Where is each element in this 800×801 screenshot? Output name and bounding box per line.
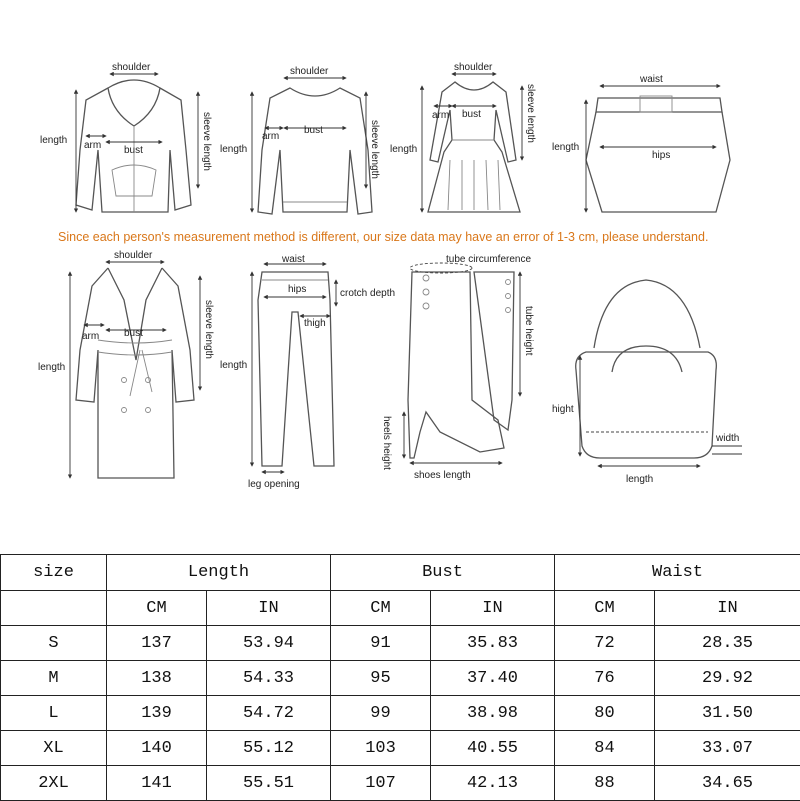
pants-thigh-label: thigh bbox=[304, 318, 326, 329]
table-row bbox=[1, 696, 800, 731]
unit-cell: IN bbox=[431, 591, 555, 626]
sweater-shoulder-label: shoulder bbox=[290, 66, 329, 77]
sweater-length-label: length bbox=[220, 144, 247, 155]
dress-illustration bbox=[390, 62, 536, 212]
value-cell: 72 bbox=[555, 626, 655, 661]
pants-illustration bbox=[220, 254, 395, 490]
coat-sleeve-label: sleeve length bbox=[203, 300, 214, 359]
value-cell: 55.12 bbox=[207, 731, 331, 766]
size-cell: M bbox=[1, 661, 107, 696]
value-cell: 138 bbox=[107, 661, 207, 696]
boot-tube-height-label: tube height bbox=[523, 306, 534, 356]
sweater-sleeve-label: sleeve length bbox=[369, 120, 380, 179]
value-cell: 141 bbox=[107, 766, 207, 801]
pants-crotch-label: crotch depth bbox=[340, 288, 395, 299]
table-row bbox=[1, 731, 800, 766]
unit-cell: CM bbox=[107, 591, 207, 626]
value-cell: 54.72 bbox=[207, 696, 331, 731]
pants-length-label: length bbox=[220, 360, 247, 371]
bag-hight-label: hight bbox=[552, 404, 574, 415]
boot-heels-height-label: heels height bbox=[381, 416, 392, 470]
value-cell: 88 bbox=[555, 766, 655, 801]
value-cell: 34.65 bbox=[655, 766, 800, 801]
value-cell: 139 bbox=[107, 696, 207, 731]
value-cell: 37.40 bbox=[431, 661, 555, 696]
value-cell: 54.33 bbox=[207, 661, 331, 696]
coat-length-label: length bbox=[38, 362, 65, 373]
value-cell: 55.51 bbox=[207, 766, 331, 801]
hoodie-arm-label: arm bbox=[84, 140, 101, 151]
boot-illustration bbox=[381, 254, 534, 481]
size-cell: L bbox=[1, 696, 107, 731]
sweater-bust-label: bust bbox=[304, 125, 323, 136]
coat-shoulder-label: shoulder bbox=[114, 250, 153, 261]
skirt-waist-label: waist bbox=[639, 74, 663, 85]
waist-header: Waist bbox=[555, 555, 800, 591]
pants-leg-opening-label: leg opening bbox=[248, 479, 300, 490]
unit-cell: IN bbox=[655, 591, 800, 626]
size-cell: XL bbox=[1, 731, 107, 766]
coat-bust-label: bust bbox=[124, 328, 143, 339]
value-cell: 95 bbox=[331, 661, 431, 696]
hoodie-length-label: length bbox=[40, 135, 67, 146]
dress-shoulder-label: shoulder bbox=[454, 62, 493, 73]
value-cell: 38.98 bbox=[431, 696, 555, 731]
value-cell: 99 bbox=[331, 696, 431, 731]
value-cell: 76 bbox=[555, 661, 655, 696]
hoodie-bust-label: bust bbox=[124, 145, 143, 156]
size-cell: 2XL bbox=[1, 766, 107, 801]
skirt-illustration bbox=[552, 74, 730, 212]
skirt-length-label: length bbox=[552, 142, 579, 153]
unit-cell: CM bbox=[331, 591, 431, 626]
hoodie-sleeve-label: sleeve length bbox=[201, 112, 212, 171]
unit-cell: IN bbox=[207, 591, 331, 626]
value-cell: 53.94 bbox=[207, 626, 331, 661]
dress-sleeve-label: sleeve length bbox=[525, 84, 536, 143]
value-cell: 84 bbox=[555, 731, 655, 766]
value-cell: 137 bbox=[107, 626, 207, 661]
unit-cell: CM bbox=[555, 591, 655, 626]
table-row bbox=[1, 626, 800, 661]
bust-header: Bust bbox=[331, 555, 555, 591]
sweater-illustration bbox=[220, 66, 380, 214]
value-cell: 31.50 bbox=[655, 696, 800, 731]
size-chart-table bbox=[0, 554, 800, 801]
bag-length-label: length bbox=[626, 474, 653, 485]
dress-bust-label: bust bbox=[462, 109, 481, 120]
size-cell: S bbox=[1, 626, 107, 661]
pants-waist-label: waist bbox=[281, 254, 305, 265]
value-cell: 33.07 bbox=[655, 731, 800, 766]
pants-hips-label: hips bbox=[288, 284, 306, 295]
dress-arm-label: arm bbox=[432, 110, 449, 121]
hoodie-illustration bbox=[40, 62, 212, 212]
value-cell: 80 bbox=[555, 696, 655, 731]
measurement-error-note: Since each person's measurement method is different, our size data may have an error of 1-3 cm, please understand. bbox=[58, 230, 708, 244]
table-row bbox=[1, 661, 800, 696]
empty-cell bbox=[1, 591, 107, 626]
coat-arm-label: arm bbox=[82, 331, 99, 342]
value-cell: 107 bbox=[331, 766, 431, 801]
boot-shoes-length-label: shoes length bbox=[414, 470, 471, 481]
value-cell: 29.92 bbox=[655, 661, 800, 696]
value-cell: 40.55 bbox=[431, 731, 555, 766]
size-header: size bbox=[1, 555, 107, 591]
length-header: Length bbox=[107, 555, 331, 591]
hoodie-shoulder-label: shoulder bbox=[112, 62, 151, 73]
table-units-row bbox=[1, 591, 800, 626]
bag-width-label: width bbox=[715, 433, 739, 444]
value-cell: 91 bbox=[331, 626, 431, 661]
value-cell: 140 bbox=[107, 731, 207, 766]
dress-length-label: length bbox=[390, 144, 417, 155]
skirt-hips-label: hips bbox=[652, 150, 670, 161]
boot-tube-circumference-label: tube circumference bbox=[446, 254, 531, 265]
handbag-illustration bbox=[552, 280, 742, 485]
value-cell: 28.35 bbox=[655, 626, 800, 661]
table-header-row bbox=[1, 555, 800, 591]
coat-illustration bbox=[38, 250, 214, 478]
table-row bbox=[1, 766, 800, 801]
sweater-arm-label: arm bbox=[262, 131, 279, 142]
value-cell: 42.13 bbox=[431, 766, 555, 801]
value-cell: 35.83 bbox=[431, 626, 555, 661]
value-cell: 103 bbox=[331, 731, 431, 766]
